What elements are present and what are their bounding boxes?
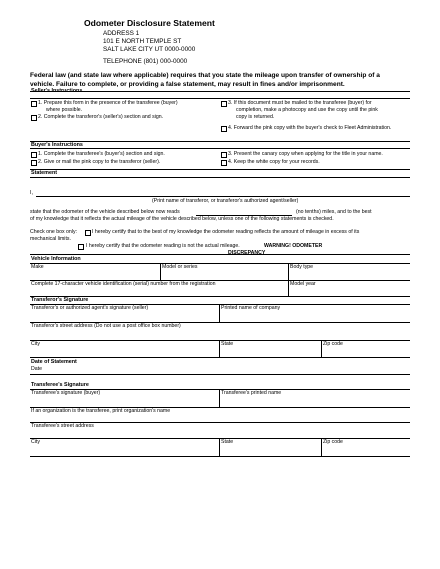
divider (30, 91, 410, 92)
checkbox-icon[interactable] (221, 126, 227, 132)
divider (30, 263, 410, 264)
model-label: Model or series (162, 264, 198, 270)
divider (30, 177, 410, 178)
statement-heading: Statement (31, 170, 58, 176)
odometer-statement-a: state that the odometer of the vehicle described below now reads (30, 209, 180, 215)
check-one-label: Check one box only: (30, 229, 78, 235)
buyer-instructions-heading: Buyer's Instructions (31, 142, 83, 148)
divider (30, 98, 410, 99)
model-year-label: Model year (290, 281, 316, 287)
checkbox-icon[interactable] (221, 101, 227, 107)
federal-warning-line-2: vehicle. Failure to complete, or providing a false statement, may result in fines and/or imprisonment. (30, 81, 345, 88)
transferor-street-field[interactable] (30, 340, 410, 341)
checkbox-icon[interactable] (31, 101, 37, 107)
vin-label: Complete 17-character vehicle identification (serial) number from the registration (31, 281, 216, 287)
buyer-instruction-1: 1. Complete the transferee's (buyer's) section and sign. (38, 151, 165, 157)
organization-label: If an organization is the transferee, print organization's name (31, 408, 171, 414)
checkbox-icon[interactable] (221, 152, 227, 158)
vehicle-info-heading: Vehicle Information (31, 256, 81, 262)
seller-instruction-1-cont: where possible. (46, 107, 83, 113)
federal-warning-line-1: Federal law (and state law where applicable) requires that you state the mileage upon transfer of ownership of a (30, 72, 380, 79)
transferee-street-label: Transferee's street address (31, 423, 94, 429)
divider (30, 169, 410, 170)
cell-divider (219, 304, 220, 322)
transferor-name-field[interactable] (36, 196, 410, 197)
transferee-heading: Transferee's Signature (31, 382, 89, 388)
option-2-warning: WARNING! ODOMETER (264, 243, 323, 249)
checkbox-icon[interactable] (31, 115, 37, 121)
telephone: TELEPHONE (801) 000-0000 (103, 58, 188, 65)
divider (30, 254, 410, 255)
seller-instruction-3-cont2: copy is returned. (236, 114, 275, 120)
transferee-city-label: City (31, 439, 40, 445)
option-1-text-cont: mechanical limits. (30, 236, 71, 242)
transferor-zip-label: Zip code (323, 341, 343, 347)
statement-i-label: I, (30, 190, 33, 196)
transferor-city-field[interactable] (30, 357, 410, 358)
make-label: Make (31, 264, 44, 270)
cell-divider (288, 280, 289, 296)
seller-instruction-2: 2. Complete the transferor's (seller's) section and sign. (38, 114, 164, 120)
transferee-printed-name-label: Transferee's printed name (221, 390, 282, 396)
cell-divider (288, 263, 289, 280)
cell-divider (321, 340, 322, 357)
date-field[interactable] (30, 374, 410, 375)
option-2-text: I hereby certify that the odometer reading is not the actual mileage. (86, 243, 240, 249)
transferor-heading: Transferor's Signature (31, 297, 89, 303)
transferee-state-label: State (221, 439, 234, 445)
buyer-instruction-3: 3. Present the canary copy when applying for the title in your name. (228, 151, 383, 157)
address-line-3: SALT LAKE CITY UT 0000-0000 (103, 46, 196, 53)
print-name-caption: (Print name of transferor, or transferor's authorized agent/seller) (152, 198, 299, 204)
seller-instructions-heading: Seller's Instructions (31, 88, 83, 94)
checkbox-icon[interactable] (85, 230, 91, 236)
divider (30, 148, 410, 149)
transferee-signature-label: Transferee's signature (buyer) (31, 390, 101, 396)
odometer-statement-b: (no tenths) miles, and to the best (296, 209, 372, 215)
transferor-state-label: State (221, 341, 234, 347)
checkbox-icon[interactable] (221, 160, 227, 166)
transferor-signature-label: Transferor's or authorized agent's signature (seller) (31, 305, 149, 311)
cell-divider (160, 263, 161, 280)
transferor-street-label: Transferor's street address (Do not use a post office box number) (31, 323, 181, 329)
buyer-instruction-4: 4. Keep the white copy for your records. (228, 159, 320, 165)
transferor-city-label: City (31, 341, 40, 347)
transferee-city-field[interactable] (30, 456, 410, 457)
transferee-zip-label: Zip code (323, 439, 343, 445)
seller-instruction-3: 3. If this document must be mailed to the transferee (buyer) for (228, 100, 372, 106)
seller-instruction-4: 4. Forward the pink copy with the buyer's check to Fleet Administration. (228, 125, 392, 131)
checkbox-icon[interactable] (31, 160, 37, 166)
transferor-printed-name-label: Printed name of company (221, 305, 281, 311)
page-title: Odometer Disclosure Statement (84, 18, 215, 28)
cell-divider (321, 438, 322, 456)
knowledge-statement: of my knowledge that it reflects the actual mileage of the vehicle described below, unless one of the following statements is checked. (30, 216, 334, 222)
address-line-2: 101 E NORTH TEMPLE ST (103, 38, 182, 45)
checkbox-icon[interactable] (78, 244, 84, 250)
date-heading: Date of Statement (31, 359, 77, 365)
transferee-street-field[interactable] (30, 438, 410, 439)
cell-divider (219, 389, 220, 407)
date-label: Date (31, 366, 42, 372)
body-type-label: Body type (290, 264, 314, 270)
option-2-discrepancy: DISCREPANCY (228, 250, 266, 256)
address-line-1: ADDRESS 1 (103, 30, 140, 37)
seller-instruction-3-cont: completion, make a photocopy and use the copy until the pink (236, 107, 378, 113)
seller-instruction-1: 1. Prepare this form in the presence of the transferee (buyer) (38, 100, 178, 106)
cell-divider (219, 340, 220, 357)
option-1-text: I hereby certify that to the best of my knowledge the odometer reading reflects the amount of mileage in excess of its (92, 229, 360, 235)
checkbox-icon[interactable] (31, 152, 37, 158)
cell-divider (219, 438, 220, 456)
divider (30, 141, 410, 142)
buyer-instruction-2: 2. Give or mail the pink copy to the transferor (seller). (38, 159, 161, 165)
